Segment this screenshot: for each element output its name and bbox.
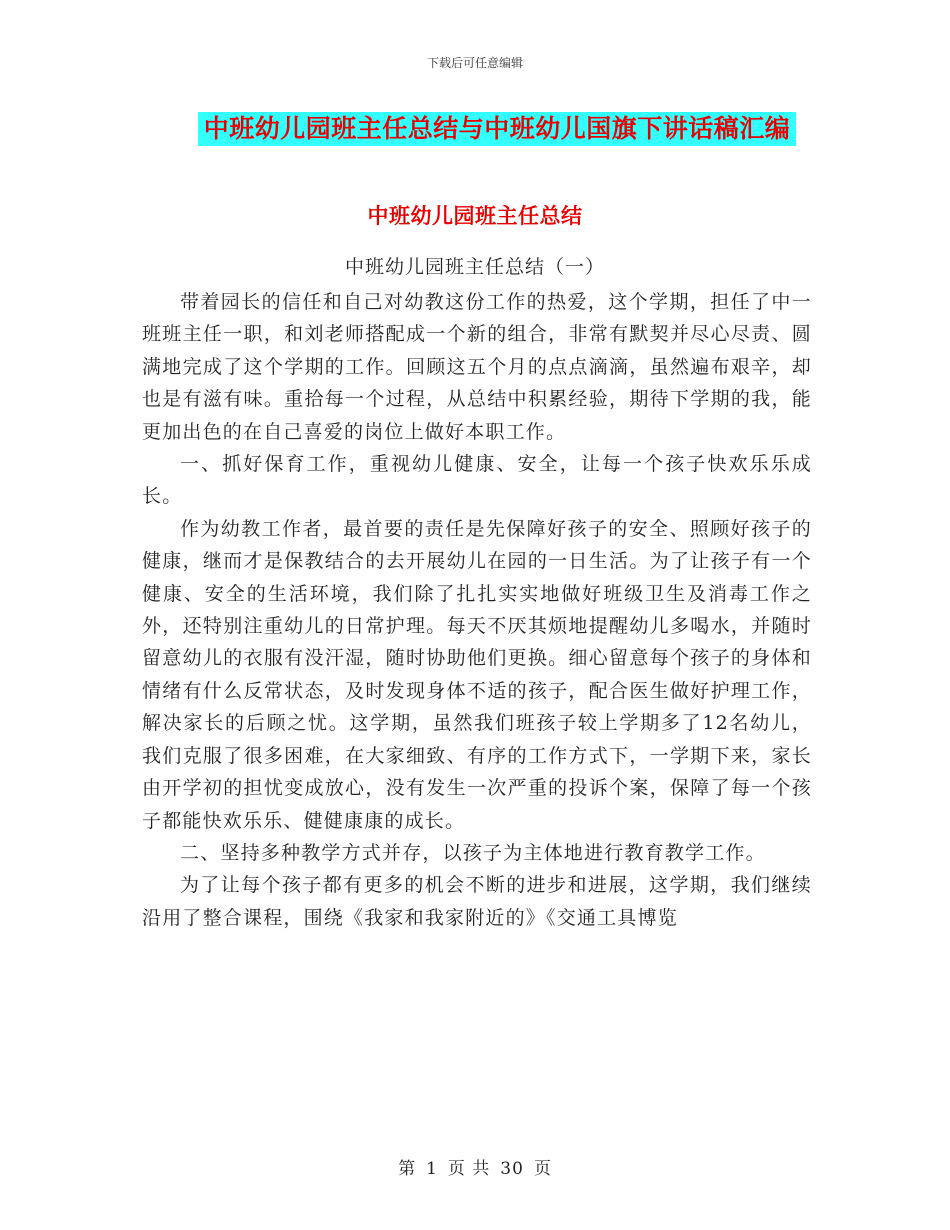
section-title: 中班幼儿园班主任总结 — [367, 204, 583, 228]
main-title: 中班幼儿园班主任总结与中班幼儿国旗下讲话稿汇编 — [198, 112, 797, 146]
document-body — [142, 286, 812, 934]
paragraph: 一、抓好保育工作，重视幼儿健康、安全，让每一个孩子快欢乐乐成长。 — [142, 453, 812, 508]
paragraph: 作为幼教工作者，最首要的责任是先保障好孩子的安全、照顾好孩子的健康，继而才是保教结合的去开展幼儿在园的一日生活。为了让孩子有一个健康、安全的生活环境，我们除了扎扎实实地做好班级卫生及消毒工作之外，还特别注重幼儿的日常护理。每天不厌其烦地提醒幼儿多喝水，并随时留意幼儿的衣服有没汗湿，随时协助他们更换。细心留意每个孩子的身体和情绪有什么反常状态，及时发现身体不适的孩子，配合医生做好护理工作，解决家长的后顾之忧。这学期，虽然我们班孩子较上学期多了12名幼儿，我们克服了很多困难，在大家细致、有序的工作方式下，一学期下来，家长由开学初的担忧变成放心，没有发生一次严重的投诉个案，保障了每一个孩子都能快欢乐乐、健健康康的成长。 — [142, 517, 812, 832]
page-prefix: 第 — [398, 1159, 417, 1179]
page-footer — [0, 1154, 950, 1179]
main-title-container — [0, 112, 950, 146]
paragraph: 带着园长的信任和自己对幼教这份工作的热爱，这个学期，担任了中一班班主任一职，和刘老师搭配成一个新的组合，非常有默契并尽心尽责、圆满地完成了这个学期的工作。回顾这五个月的点点滴滴，虽然遍布艰辛，却也是有滋有味。重拾每一个过程，从总结中积累经验，期待下学期的我，能更加出色的在自己喜爱的岗位上做好本职工作。 — [142, 291, 812, 443]
sub-title: 中班幼儿园班主任总结（一） — [344, 256, 605, 278]
paragraph: 为了让每个孩子都有更多的机会不断的进步和进展，这学期，我们继续沿用了整合课程，围绕《我家和我家附近的》《交通工具博览 — [142, 874, 812, 929]
total-pages: 30 — [500, 1159, 524, 1179]
page-suffix: 页 — [533, 1159, 552, 1179]
page-number: 1 — [426, 1159, 438, 1179]
header-note: 下载后可任意编辑 — [426, 56, 523, 70]
paragraph: 二、坚持多种教学方式并存，以孩子为主体地进行教育教学工作。 — [180, 841, 766, 864]
page-mid: 页 共 — [447, 1159, 491, 1179]
